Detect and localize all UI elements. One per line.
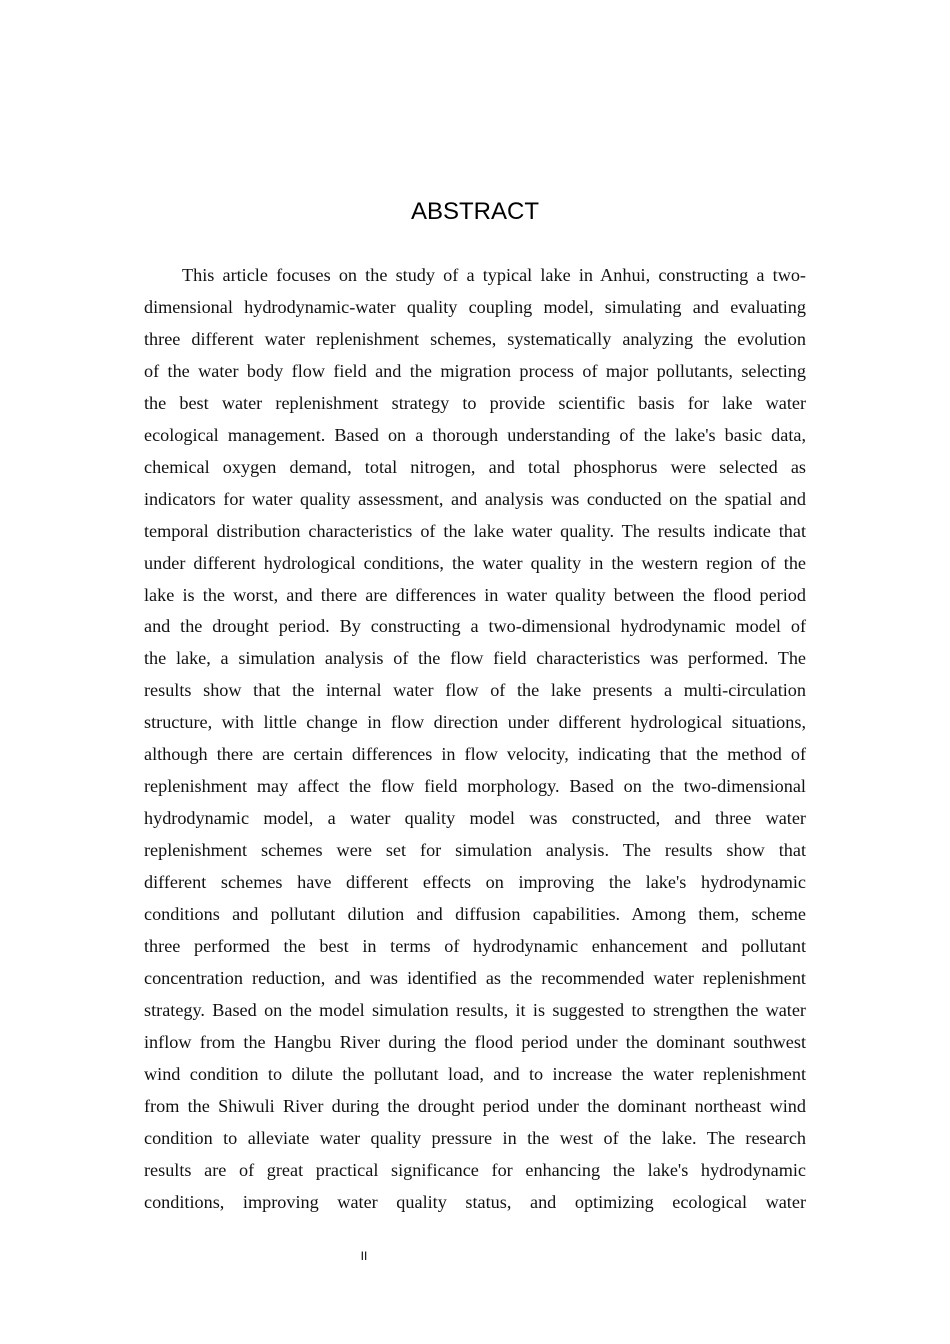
paragraph-line: although there are certain differences in flow velocity, indicating that the method of [144,744,806,765]
paragraph-line: of the water body flow field and the migration process of major pollutants, selecting [144,360,806,381]
paragraph-line: from the Shiwuli River during the drought period under the dominant northeast wind [144,1095,806,1116]
page-number: II [360,1249,368,1263]
paragraph-line: replenishment schemes were set for simulation analysis. The results show that [144,840,806,861]
abstract-paragraph [144,260,806,1219]
paragraph-line: different schemes have different effects on improving the lake's hydrodynamic [144,872,806,893]
paragraph-line: condition to alleviate water quality pressure in the west of the lake. The research [144,1127,806,1148]
paragraph-line: ecological management. Based on a thorough understanding of the lake's basic data, [144,424,806,445]
paragraph-line: concentration reduction, and was identified as the recommended water replenishment [144,967,806,988]
paragraph-line: indicators for water quality assessment, and analysis was conducted on the spatial and [144,488,806,509]
paragraph-line: three different water replenishment schemes, systematically analyzing the evolution [144,328,806,349]
paragraph-line: This article focuses on the study of a typical lake in Anhui, constructing a two- [182,265,806,285]
paragraph-line: wind condition to dilute the pollutant load, and to increase the water replenishment [144,1063,806,1084]
paragraph-line: conditions and pollutant dilution and diffusion capabilities. Among them, scheme [144,904,806,925]
paragraph-line: the lake, a simulation analysis of the flow field characteristics was performed. The [144,648,806,669]
paragraph-line: results are of great practical significance for enhancing the lake's hydrodynamic [144,1159,806,1180]
paragraph-line: lake is the worst, and there are differences in water quality between the flood period [144,584,806,605]
paragraph-line: structure, with little change in flow direction under different hydrological situations, [144,712,806,733]
paragraph-line: three performed the best in terms of hydrodynamic enhancement and pollutant [144,936,806,957]
paragraph-line: replenishment may affect the flow field morphology. Based on the two-dimensional [144,776,806,797]
abstract-title: ABSTRACT [410,198,539,225]
paragraph-line: dimensional hydrodynamic-water quality coupling model, simulating and evaluating [144,296,806,317]
paragraph-line: inflow from the Hangbu River during the flood period under the dominant southwest [144,1031,806,1052]
paragraph-line: hydrodynamic model, a water quality model was constructed, and three water [144,808,806,829]
paragraph-line: results show that the internal water flow of the lake presents a multi-circulation [144,680,806,701]
paragraph-line: temporal distribution characteristics of the lake water quality. The results indicate that [144,520,806,541]
paragraph-line: under different hydrological conditions, the water quality in the western region of the [144,552,806,573]
paragraph-line: the best water replenishment strategy to provide scientific basis for lake water [144,392,806,413]
paragraph-line: strategy. Based on the model simulation results, it is suggested to strengthen the water [144,999,806,1020]
paragraph-line: and the drought period. By constructing a two-dimensional hydrodynamic model of [144,616,806,637]
paragraph-line: chemical oxygen demand, total nitrogen, and total phosphorus were selected as [144,456,806,477]
paragraph-line: conditions, improving water quality status, and optimizing ecological water [144,1191,806,1212]
